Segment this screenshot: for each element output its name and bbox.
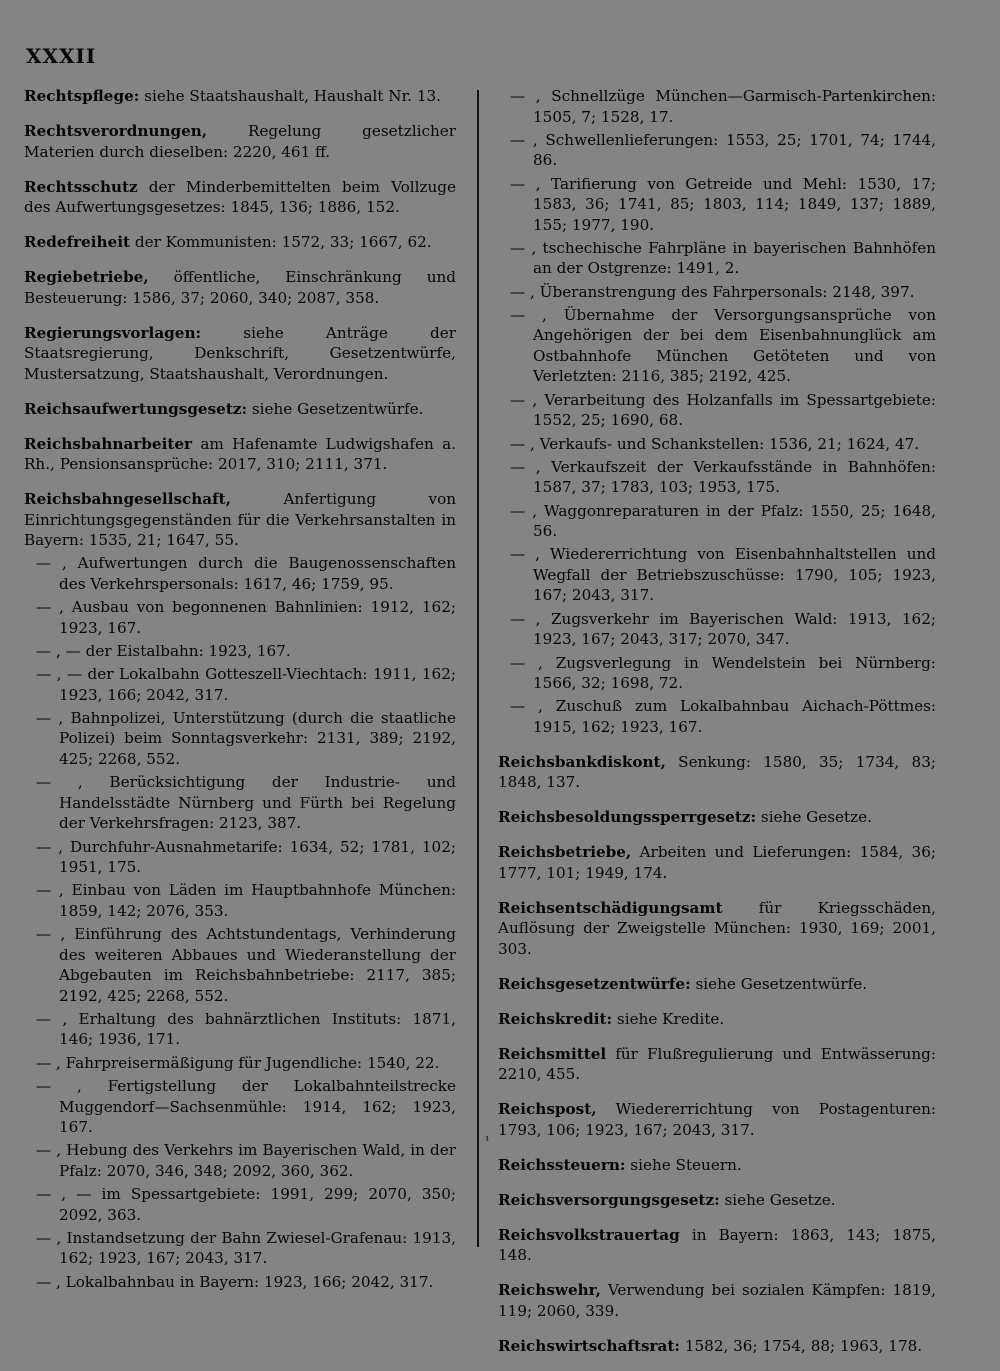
index-entry [498,842,936,883]
entry-headword: Reichsbahnarbeiter [24,434,193,453]
index-entry [24,323,456,385]
left-column [24,86,456,1295]
index-entry [498,1009,936,1030]
subentry-text: — , Verkaufszeit der Verkaufsstände in Bahnhöfen: 1587, 37; 1783, 103; 1953, 175. [510,457,936,497]
index-entry [498,1225,936,1266]
entry-headword: Reichsversorgungsgesetz: [498,1190,720,1209]
entry-text: siehe Steuern. [625,1155,742,1174]
index-entry [24,121,456,162]
index-subentry [498,609,936,650]
index-subentry [498,390,936,431]
index-subentry [24,553,456,594]
subentry-text: — , Zugsverkehr im Bayerischen Wald: 1913, 162; 1923, 167; 2043, 317; 2070, 347. [510,609,936,649]
index-subentry [24,1009,456,1050]
index-entry [24,232,456,253]
entry-text: siehe Kredite. [612,1009,725,1028]
subentry-text: — , Schwellenlieferungen: 1553, 25; 1701, 74; 1744, 86. [510,130,936,170]
entry-text: siehe Gesetzentwürfe. [690,974,868,993]
entry-text: Arbeiten und Lieferungen: 1584, 36; 1777, 101; 1949, 174. [498,843,936,882]
entry-headword: Reichsbetriebe, [498,843,632,862]
subentry-text: — , Hebung des Verkehrs im Bayerischen Wald, in der Pfalz: 2070, 346, 348; 2092, 360, 362. [36,1141,456,1180]
entry-text: siehe Staatshaushalt, Haushalt Nr. 13. [139,87,441,105]
entry-headword: Regierungsvorlagen: [24,323,202,342]
subentry-text: — , Zugsverlegung in Wendelstein bei Nürnberg: 1566, 32; 1698, 72. [510,653,936,693]
index-entry [24,489,456,551]
entry-headword: Regiebetriebe, [24,268,149,286]
index-entry [498,1044,936,1085]
index-entry [498,1336,936,1357]
subentry-text: — , Durchfuhr-Ausnahmetarife: 1634, 52; 1781, 102; 1951, 175. [36,837,456,877]
entry-headword: Reichsmittel [498,1044,607,1063]
entry-headword: Reichsentschädigungsamt [498,898,723,917]
index-subentry [24,1053,456,1074]
subentry-text: — , Schnellzüge München—Garmisch-Partenkirchen: 1505, 7; 1528, 17. [510,87,936,126]
entry-headword: Reichsbankdiskont, [498,752,666,771]
index-entry [24,177,456,218]
subentry-text: — , Verarbeitung des Holzanfalls im Spessartgebiete: 1552, 25; 1690, 68. [510,390,936,430]
index-subentry [24,1272,456,1293]
index-subentry [24,641,456,662]
index-subentry [24,664,456,705]
index-subentry [24,1228,456,1269]
subentry-text: — , Aufwertungen durch die Baugenossenschaften des Verkehrspersonals: 1617, 46; 1759, 95. [36,554,456,593]
entry-text: siehe Gesetzentwürfe. [247,399,424,418]
subentry-text: — , Bahnpolizei, Unterstützung (durch die staatliche Polizei) beim Sonntagsverkehr: 2131, 389; 2192, 425; 2268, 552. [36,708,456,768]
subentry-text: — , — im Spessartgebiete: 1991, 299; 2070, 350; 2092, 363. [36,1185,456,1224]
index-entry [24,434,456,475]
index-subentry [498,282,936,303]
subentry-text: — , Einführung des Achtstundentags, Verhinderung des weiteren Abbaues und Wiederanstellung der Abgebauten im Reichsbahnbetriebe: 2117, 385; 2192, 425; 2268, 552. [36,925,456,1005]
entry-text: Anfertigung von Einrichtungsgegenständen für die Verkehrsanstalten in Bayern: 1535, 21; 1647, 55. [24,490,456,549]
subentry-text: — , tschechische Fahrpläne in bayerischen Bahnhöfen an der Ostgrenze: 1491, 2. [510,238,936,278]
index-subentry [24,1076,456,1138]
index-subentry [24,597,456,638]
index-entry [498,1099,936,1140]
index-entry [24,399,456,420]
index-entry [498,1190,936,1211]
index-entry [498,898,936,960]
entry-text: der Minderbemittelten beim Vollzuge des Aufwertungsgesetzes: 1845, 136; 1886, 152. [24,177,456,216]
entry-text: Regelung gesetzlicher Materien durch dieselben: 2220, 461 ff. [24,122,456,161]
index-subentry [498,696,936,737]
index-subentry [498,544,936,606]
entry-text: öffentliche, Einschränkung und Besteuerung: 1586, 37; 2060, 340; 2087, 358. [24,268,456,307]
subentry-text: — , Übernahme der Versorgungsansprüche von Angehörigen der bei dem Eisenbahnunglück am Ostbahnhofe München Getöteten und von Verletzten: 2116, 385; 2192, 425. [510,305,936,386]
subentry-text: — , — der Eistalbahn: 1923, 167. [36,641,291,660]
index-subentry [498,434,936,455]
entry-text: für Flußregulierung und Entwässerung: 2210, 455. [498,1044,936,1084]
subentry-text: — , Fahrpreisermäßigung für Jugendliche: 1540, 22. [36,1053,440,1072]
subentry-text: — , Einbau von Läden im Hauptbahnhofe München: 1859, 142; 2076, 353. [36,881,456,920]
entry-text: siehe Anträge der Staatsregierung, Denkschrift, Gesetzentwürfe, Mustersatzung, Staatshaushalt, Verordnungen. [24,323,456,383]
entry-text: 1582, 36; 1754, 88; 1963, 178. [680,1336,923,1355]
index-subentry [498,305,936,387]
entry-text: am Hafenamte Ludwigshafen a. Rh., Pensionsansprüche: 2017, 310; 2111, 371. [24,434,456,473]
index-entry [498,807,936,828]
entry-headword: Reichsbahngesellschaft, [24,490,231,508]
index-entry [498,1155,936,1176]
subentry-text: — , Erhaltung des bahnärztlichen Instituts: 1871, 146; 1936, 171. [36,1009,456,1049]
subentry-text: — , Waggonreparaturen in der Pfalz: 1550, 25; 1648, 56. [510,501,936,541]
entry-headword: Reichsgesetzentwürfe: [498,974,691,993]
index-subentry [498,174,936,236]
subentry-text: — , Überanstrengung des Fahrpersonals: 2148, 397. [510,282,915,301]
index-subentry [24,837,456,878]
entry-headword: Reichspost, [498,1100,597,1119]
margin-mark: ¹ [485,1134,490,1147]
index-subentry [24,1184,456,1225]
index-subentry [24,1140,456,1181]
entry-headword: Reichswirtschaftsrat: [498,1336,680,1355]
subentry-text: — , Instandsetzung der Bahn Zwiesel-Grafenau: 1913, 162; 1923, 167; 2043, 317. [36,1228,456,1268]
index-subentry [24,880,456,921]
column-divider [477,90,479,1247]
index-subentry [498,501,936,542]
subentry-text: — , Ausbau von begonnenen Bahnlinien: 1912, 162; 1923, 167. [36,598,456,637]
entry-headword: Reichssteuern: [498,1155,626,1174]
subentry-text: — , Fertigstellung der Lokalbahnteilstrecke Muggendorf—Sachsenmühle: 1914, 162; 1923, 167. [36,1077,456,1137]
index-subentry [498,130,936,171]
index-subentry [498,86,936,127]
index-subentry [24,772,456,834]
entry-text: für Kriegsschäden, Auflösung der Zweigstelle München: 1930, 169; 2001, 303. [498,898,936,958]
subentry-text: — , Berücksichtigung der Industrie- und Handelsstädte Nürnberg und Fürth bei Regelung der Verkehrsfragen: 2123, 387. [36,773,456,833]
subentry-text: — , Zuschuß zum Lokalbahnbau Aichach-Pöttmes: 1915, 162; 1923, 167. [510,697,936,736]
entry-headword: Reichsaufwertungsgesetz: [24,399,248,418]
index-entry [498,1280,936,1321]
subentry-text: — , Lokalbahnbau in Bayern: 1923, 166; 2042, 317. [36,1272,434,1291]
index-entry [24,86,456,107]
entry-text: in Bayern: 1863, 143; 1875, 148. [498,1225,936,1265]
index-entry [24,267,456,308]
subentry-text: — , Wiedererrichtung von Eisenbahnhaltstellen und Wegfall der Betriebszuschüsse: 1790, 105; 1923, 167; 2043, 317. [510,545,936,605]
index-subentry [498,653,936,694]
right-column [498,86,936,1371]
entry-headword: Reichsbesoldungssperrgesetz: [498,808,757,827]
index-subentry [24,924,456,1006]
entry-headword: Reichskredit: [498,1009,613,1028]
entry-text: der Kommunisten: 1572, 33; 1667, 62. [130,233,432,251]
entry-headword: Redefreiheit [24,233,131,251]
index-subentry [24,708,456,770]
entry-headword: Reichsvolkstrauertag [498,1225,680,1244]
page-number: XXXII [26,44,97,68]
index-entry [498,974,936,995]
entry-headword: Reichswehr, [498,1281,601,1300]
entry-text: Verwendung bei sozialen Kämpfen: 1819, 119; 2060, 339. [498,1281,936,1320]
entry-text: siehe Gesetze. [756,808,872,827]
entry-headword: Rechtsverordnungen, [24,122,208,140]
subentry-text: — , Verkaufs- und Schankstellen: 1536, 21; 1624, 47. [510,434,920,453]
index-subentry [498,238,936,279]
subentry-text: — , Tarifierung von Getreide und Mehl: 1530, 17; 1583, 36; 1741, 85; 1803, 114; 1849, 137; 1889, 155; 1977, 190. [510,174,936,234]
index-subentry [498,457,936,498]
entry-text: Senkung: 1580, 35; 1734, 83; 1848, 137. [498,752,936,792]
entry-headword: Rechtsschutz [24,177,138,196]
entry-text: Wiedererrichtung von Postagenturen: 1793, 106; 1923, 167; 2043, 317. [498,1100,936,1139]
index-entry [498,752,936,793]
entry-headword: Rechtspflege: [24,87,140,105]
subentry-text: — , — der Lokalbahn Gotteszell-Viechtach: 1911, 162; 1923, 166; 2042, 317. [36,665,456,704]
entry-text: siehe Gesetze. [719,1190,836,1209]
